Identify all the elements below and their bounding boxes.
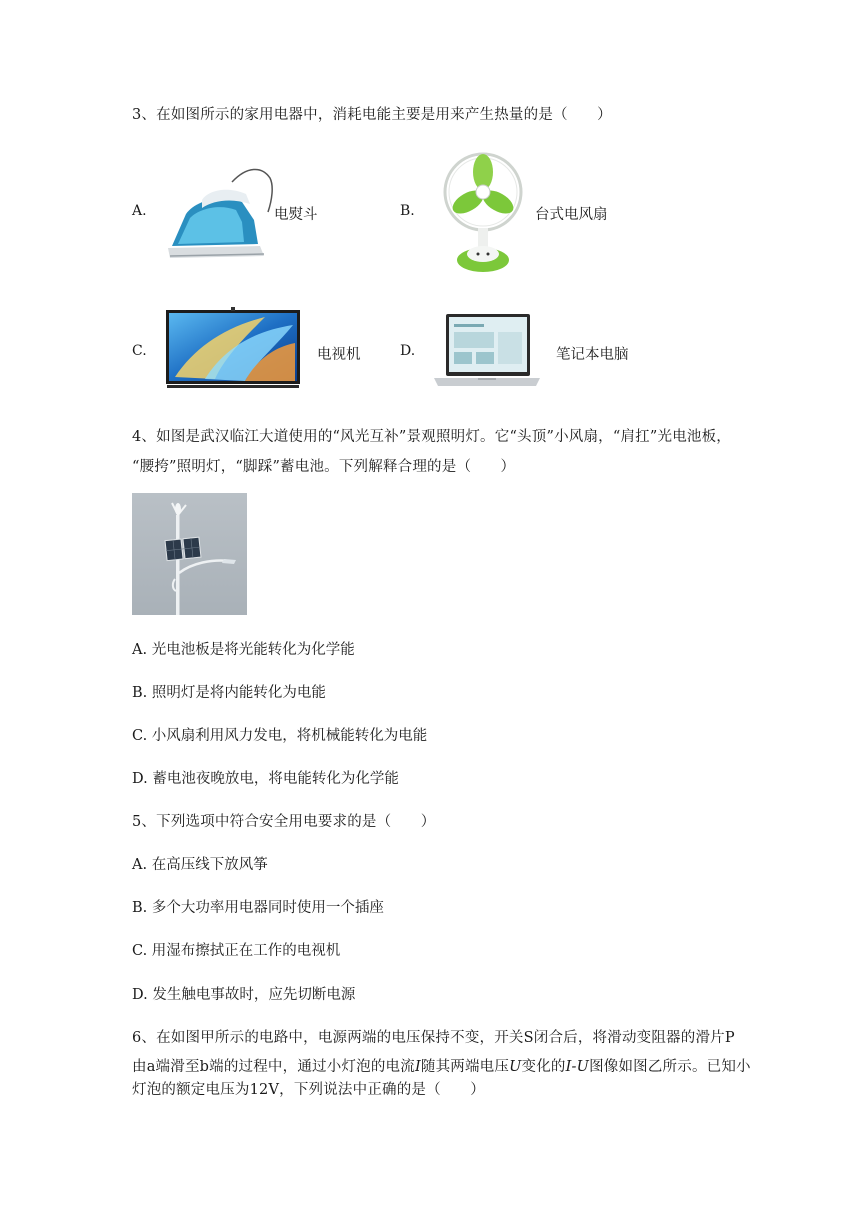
q3-option-b-caption: 台式电风扇 [535, 207, 608, 223]
laptop-icon [432, 312, 542, 390]
q6-line2-part-a: 由a端滑至b端的过程中，通过小灯泡的电流 [132, 1059, 415, 1075]
q4-option-c: C. 小风扇利用风力发电，将机械能转化为电能 [132, 728, 428, 744]
q3-option-d-letter: D. [400, 343, 416, 359]
q5-stem: 5、下列选项中符合安全用电要求的是（ ） [132, 814, 436, 830]
q6-line3: 灯泡的额定电压为12V，下列说法中正确的是（ ） [132, 1082, 485, 1098]
q5-option-a: A. 在高压线下放风筝 [132, 857, 268, 873]
q3-option-c-letter: C. [132, 343, 147, 359]
q4-option-d: D. 蓄电池夜晚放电，将电能转化为化学能 [132, 771, 399, 787]
q5-option-d: D. 发生触电事故时，应先切断电源 [132, 987, 356, 1003]
q6-symbol-iu: I-U [565, 1059, 590, 1075]
q4-stem-line1: 4、如图是武汉临江大道使用的“风光互补”景观照明灯。它“头顶”小风扇，“肩扛”光电池板， [132, 429, 731, 445]
q3-option-a-caption: 电熨斗 [274, 207, 318, 223]
iron-icon [162, 160, 280, 262]
q6-line1: 6、在如图甲所示的电路中，电源两端的电压保持不变，开关S闭合后，将滑动变阻器的滑片P [132, 1030, 735, 1046]
q6-line2 [132, 1055, 751, 1076]
q6-symbol-i: I [414, 1059, 421, 1075]
q3-option-b-letter: B. [400, 203, 415, 219]
q3-option-a-letter: A. [132, 203, 147, 219]
q3-stem: 3、在如图所示的家用电器中，消耗电能主要是用来产生热量的是（ ） [132, 107, 612, 123]
q4-stem-line2: “腰挎”照明灯，“脚踩”蓄电池。下列解释合理的是（ ） [132, 459, 516, 475]
q6-line2-part-b: 随其两端电压 [420, 1059, 510, 1075]
q5-option-c: C. 用湿布擦拭正在工作的电视机 [132, 943, 341, 959]
street-lamp-image [132, 493, 247, 615]
q4-option-b: B. 照明灯是将内能转化为电能 [132, 685, 326, 701]
desk-fan-icon [440, 148, 526, 276]
q3-option-c-caption: 电视机 [317, 347, 361, 363]
q4-option-a: A. 光电池板是将光能转化为化学能 [132, 642, 355, 658]
q6-symbol-u: U [509, 1059, 522, 1075]
q5-option-b: B. 多个大功率用电器同时使用一个插座 [132, 900, 384, 916]
q6-line2-part-d: 图像如图乙所示。已知小 [589, 1059, 751, 1075]
q3-option-d-caption: 笔记本电脑 [556, 347, 629, 363]
tv-icon [165, 307, 301, 389]
q6-line2-part-c: 变化的 [521, 1059, 566, 1075]
